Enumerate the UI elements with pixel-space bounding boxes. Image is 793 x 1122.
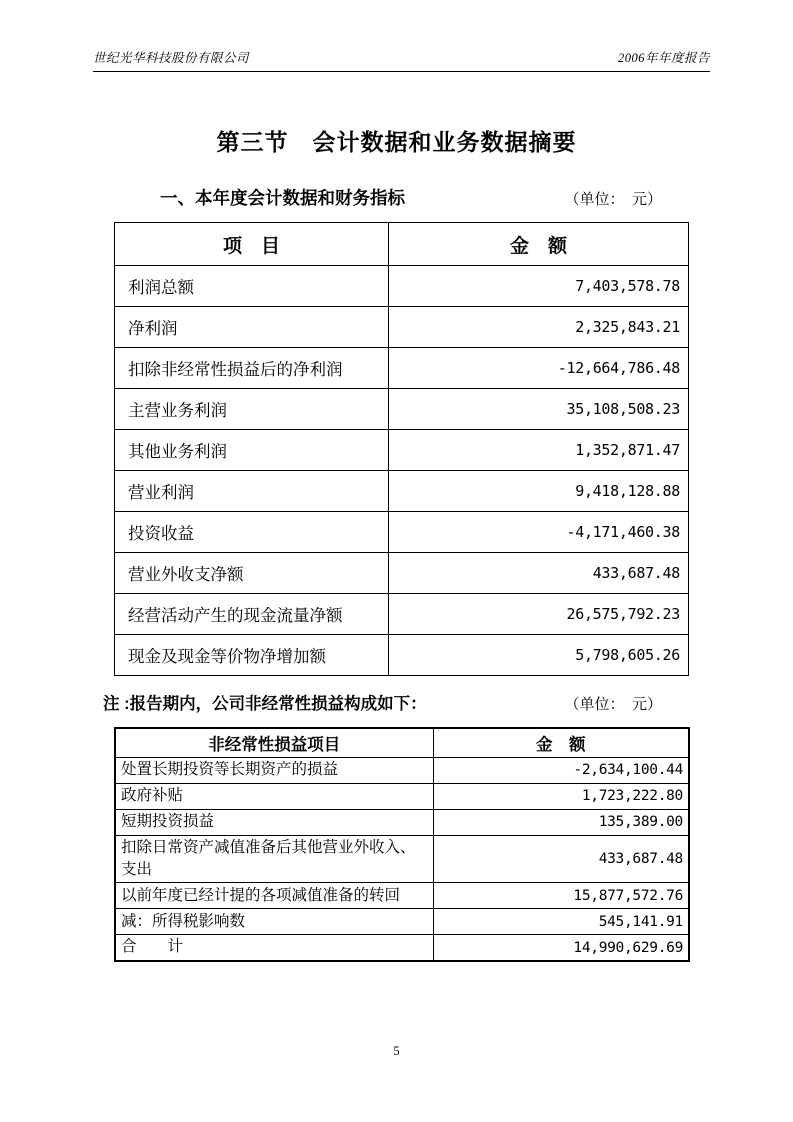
t1-item-6: 投资收益 [115,512,389,553]
table-row [115,594,689,635]
report-year-label: 2006年年度报告 [617,51,710,65]
t1-item-5: 营业利润 [115,471,389,512]
non-recurring-items-table [114,727,690,962]
unit-label-1: （单位： 元） [564,192,662,208]
unit-label-2: （单位： 元） [564,697,662,713]
t1-amount-7: 433,687.48 [389,553,689,594]
t2-amount-0: -2,634,100.44 [433,757,689,783]
t2-col-header-amount: 金 额 [433,728,689,757]
t1-item-0: 利润总额 [115,266,389,307]
table-row [115,883,689,909]
t2-col-header-item: 非经常性损益项目 [115,728,433,757]
page-number: 5 [393,1044,400,1058]
t2-item-4: 以前年度已经计提的各项减值准备的转回 [115,883,433,909]
t1-col-header-amount: 金 额 [389,223,689,266]
table-row [115,757,689,783]
table-row [115,471,689,512]
t2-amount-4: 15,877,572.76 [433,883,689,909]
t1-item-9: 现金及现金等价物净增加额 [115,635,389,676]
t1-amount-0: 7,403,578.78 [389,266,689,307]
t1-amount-2: -12,664,786.48 [389,348,689,389]
section-heading-row [160,185,662,210]
running-header [93,48,710,72]
table-header-row [115,728,689,757]
table-row [115,783,689,809]
t2-item-0: 处置长期投资等长期资产的损益 [115,757,433,783]
t1-item-7: 营业外收支净额 [115,553,389,594]
table-row [115,430,689,471]
table-row [115,909,689,935]
t1-item-2: 扣除非经常性损益后的净利润 [115,348,389,389]
t2-item-3: 扣除日常资产减值准备后其他营业外收入、支出 [115,835,433,883]
table-header-row [115,223,689,266]
table-row [115,266,689,307]
t2-amount-2: 135,389.00 [433,809,689,835]
t2-amount-3: 433,687.48 [433,835,689,883]
t1-amount-6: -4,171,460.38 [389,512,689,553]
table-row [115,935,689,961]
t2-amount-5: 545,141.91 [433,909,689,935]
note-text: 注 :报告期内，公司非经常性损益构成如下： [103,695,427,713]
financial-indicators-table [114,222,689,676]
t1-amount-3: 35,108,508.23 [389,389,689,430]
t1-amount-8: 26,575,792.23 [389,594,689,635]
table-row [115,809,689,835]
t1-item-1: 净利润 [115,307,389,348]
table-row [115,307,689,348]
table-row [115,835,689,883]
chapter-title: 第三节 会计数据和业务数据摘要 [216,129,577,155]
t1-col-header-item: 项 目 [115,223,389,266]
t2-item-2: 短期投资损益 [115,809,433,835]
t2-amount-1: 1,723,222.80 [433,783,689,809]
t1-amount-4: 1,352,871.47 [389,430,689,471]
table-row [115,512,689,553]
table-row [115,553,689,594]
t2-item-5: 减：所得税影响数 [115,909,433,935]
t1-item-3: 主营业务利润 [115,389,389,430]
table-row [115,389,689,430]
note-row [103,690,662,714]
t2-item-6: 合 计 [115,935,433,961]
table-row [115,635,689,676]
table-row [115,348,689,389]
t1-amount-1: 2,325,843.21 [389,307,689,348]
t1-amount-5: 9,418,128.88 [389,471,689,512]
t1-amount-9: 5,798,605.26 [389,635,689,676]
t2-amount-6: 14,990,629.69 [433,935,689,961]
subsection-heading: 一、本年度会计数据和财务指标 [160,188,405,208]
t1-item-4: 其他业务利润 [115,430,389,471]
company-name: 世纪光华科技股份有限公司 [93,51,250,65]
t2-item-1: 政府补贴 [115,783,433,809]
t1-item-8: 经营活动产生的现金流量净额 [115,594,389,635]
